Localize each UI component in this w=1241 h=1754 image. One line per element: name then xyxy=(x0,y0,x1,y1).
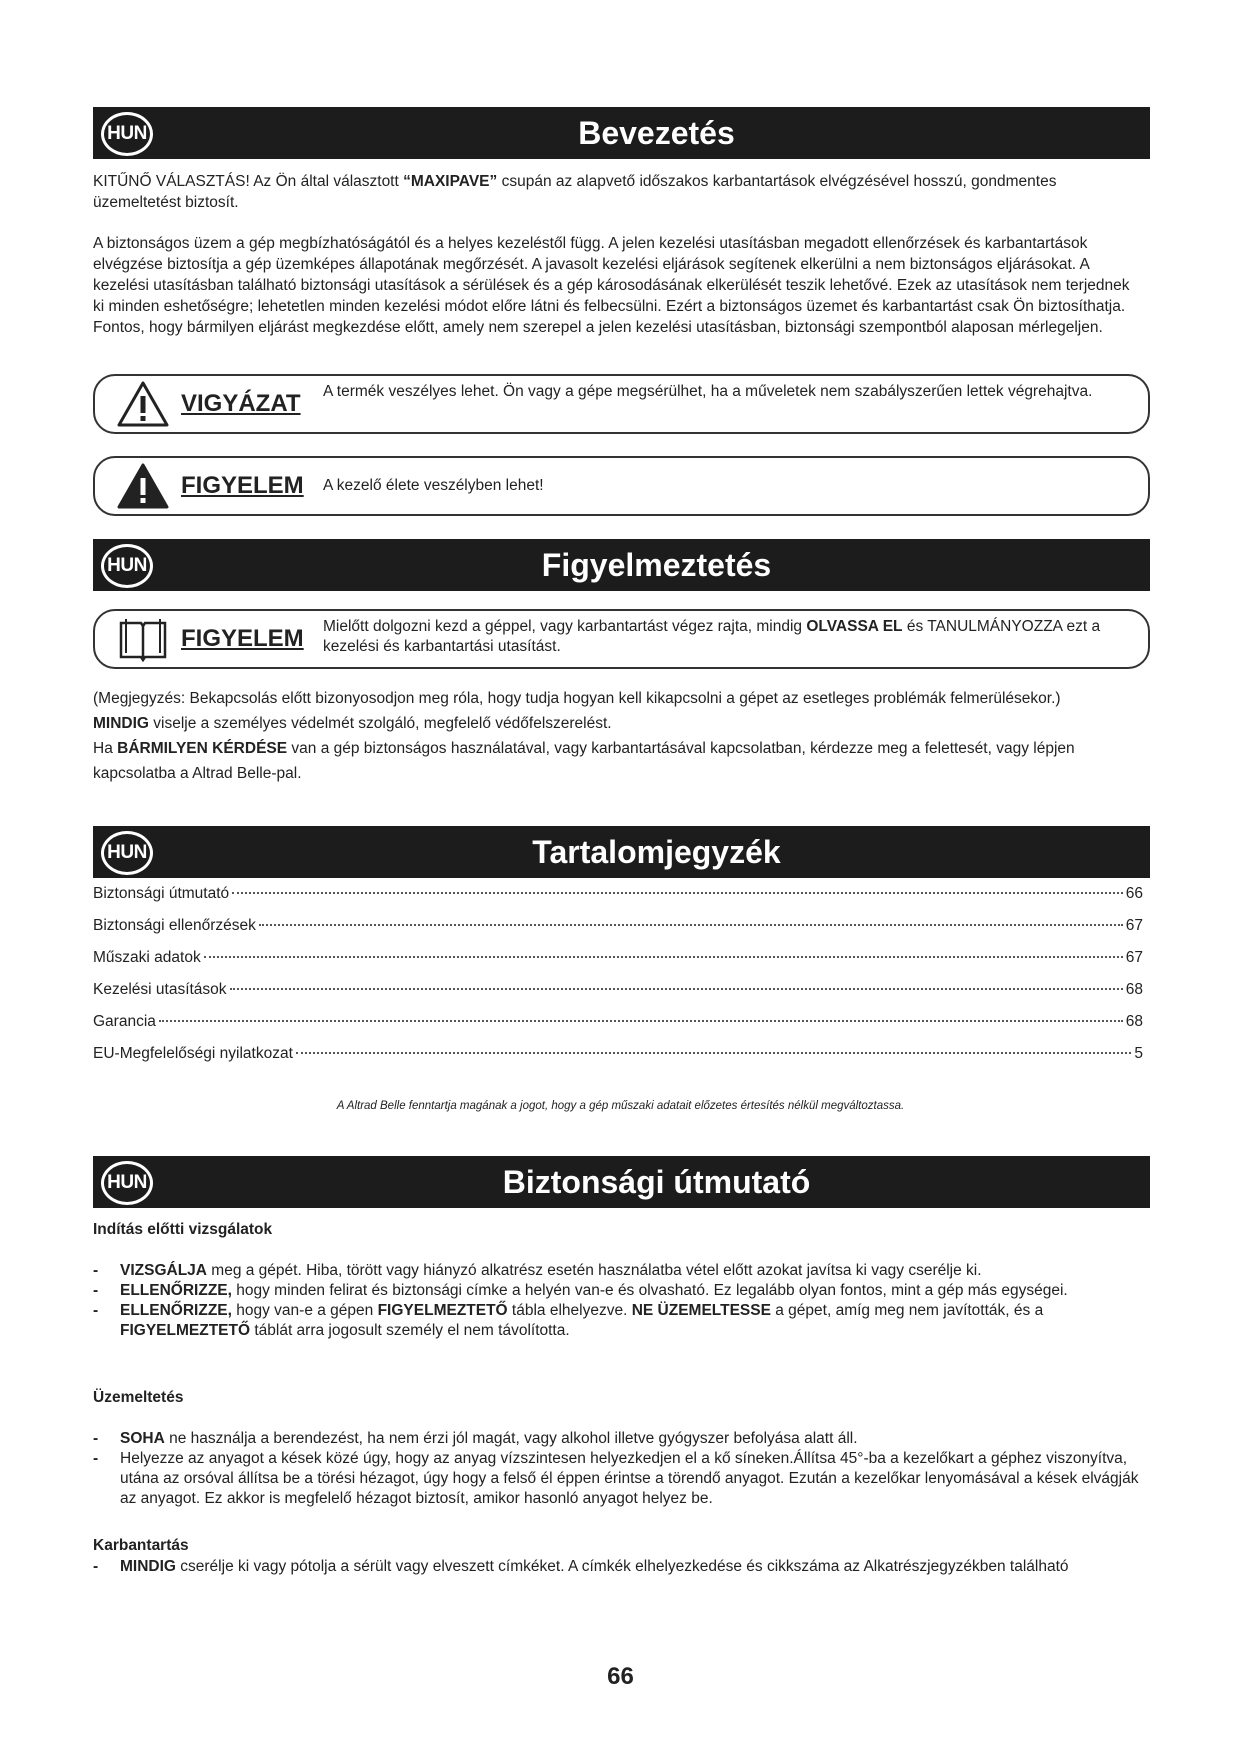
warning-text: A termék veszélyes lehet. Ön vagy a gépe megsérülhet, ha a műveletek nem szabályszerűen lettek végrehajtva. xyxy=(323,383,1093,400)
section-title: Tartalomjegyzék xyxy=(532,834,781,870)
toc-entry[interactable]: Műszaki adatok 67 xyxy=(93,949,1143,966)
warning-label: VIGYÁZAT xyxy=(181,390,301,417)
toc-entry[interactable]: EU-Megfelelőségi nyilatkozat 5 xyxy=(93,1045,1143,1062)
section-header-tartalomjegyzek xyxy=(93,826,1150,878)
manual-book-icon xyxy=(117,615,169,663)
warning-triangle-icon xyxy=(117,380,169,428)
hun-badge: HUN xyxy=(101,544,153,588)
read-manual-box xyxy=(93,609,1150,669)
read-manual-label: FIGYELEM xyxy=(181,625,304,652)
section-title: Bevezetés xyxy=(578,115,735,151)
questions-text: Ha BÁRMILYEN KÉRDÉSE van a gép biztonságos használatával, vagy karbantartásával kapcsolatban, kérdezze meg a felettesét, vagy lépjen kapcsolatba a Altrad Belle-pal. xyxy=(93,740,1075,782)
intro-paragraph-1: KITŰNŐ VÁLASZTÁS! Az Ön által választott “MAXIPAVE” csupán az alapvető időszakos karbantartások elvégzésével hosszú, gondmentes üzemeltetést biztosít. xyxy=(93,173,1057,211)
danger-text: A kezelő élete veszélyben lehet! xyxy=(323,477,544,494)
section-header-bevezetes xyxy=(93,107,1150,159)
hun-badge: HUN xyxy=(101,112,153,156)
page-number: 66 xyxy=(607,1663,634,1690)
toc-entry[interactable]: Kezelési utasítások 68 xyxy=(93,981,1143,998)
pre-start-checks-list xyxy=(93,1261,1143,1341)
warning-notes xyxy=(93,686,1143,786)
note-text: (Megjegyzés: Bekapcsolás előtt bizonyosodjon meg róla, hogy tudja hogyan kell kikapcsolni a gépet az esetleges problémák felmerülésekor.) xyxy=(93,690,1061,707)
subheading-maintenance: Karbantartás xyxy=(93,1537,189,1554)
subheading-operation: Üzemeltetés xyxy=(93,1389,184,1406)
intro-text xyxy=(93,171,1143,338)
list-item: - SOHA ne használja a berendezést, ha nem érzi jól magát, vagy alkohol illetve gyógyszer befolyása alatt áll. xyxy=(93,1429,1143,1449)
warning-box xyxy=(93,374,1150,434)
toc-entry[interactable]: Garancia 68 xyxy=(93,1013,1143,1030)
section-title: Figyelmeztetés xyxy=(541,547,772,583)
section-title: Biztonsági útmutató xyxy=(502,1164,811,1200)
toc-entry[interactable]: Biztonsági útmutató 66 xyxy=(93,885,1143,902)
subheading-pre-start-checks: Indítás előtti vizsgálatok xyxy=(93,1221,273,1238)
danger-triangle-icon xyxy=(117,462,169,510)
hun-badge: HUN xyxy=(101,831,153,875)
toc-entry[interactable]: Biztonsági ellenőrzések 67 xyxy=(93,917,1143,934)
list-item: - MINDIG cserélje ki vagy pótolja a sérült vagy elveszett címkéket. A címkék elhelyezkedése és cikkszáma az Alkatrészjegyzékben található xyxy=(93,1557,1143,1577)
section-header-figyelmeztetes xyxy=(93,539,1150,591)
disclaimer: A Altrad Belle fenntartja magának a jogot, hogy a gép műszaki adatait előzetes értesítés nélkül megváltoztassa. xyxy=(336,1100,905,1112)
maintenance-list xyxy=(93,1557,1143,1577)
read-manual-text: Mielőtt dolgozni kezd a géppel, vagy karbantartást végez rajta, mindig OLVASSA EL és TANULMÁNYOZZA ezt a kezelési és karbantartási utasítást. xyxy=(323,618,1101,655)
hun-badge: HUN xyxy=(101,1161,153,1205)
intro-paragraph-2: A biztonságos üzem a gép megbízhatóságától és a helyes kezeléstől függ. A jelen kezelési utasításban megadott ellenőrzések és karbantartások elvégzése biztosítja a gép üzemképes állapotának megőrzését. A javasolt kezelési eljárások segítenek elkerülni a nem biztonságos eljárásokat. A kezelési utasításban található biztonsági utasítások a sérülések és a gép károsodásának elkerülését teszik lehetővé. Ezek az utasítások nem terjednek ki minden eshetőségre; lehetetlen minden kezelési módot előre látni és felbecsülni. Ezért a biztonságos üzemet és karbantartást csak Ön biztosíthatja. Fontos, hogy bármilyen eljárást megkezdése előtt, amely nem szerepel a jelen kezelési utasításban, biztonsági szempontból alaposan mérlegeljen. xyxy=(93,235,1130,336)
danger-label: FIGYELEM xyxy=(181,472,304,499)
operation-list xyxy=(93,1429,1143,1509)
danger-box xyxy=(93,456,1150,516)
table-of-contents xyxy=(93,885,1143,1077)
section-header-biztonsagi-utmutato xyxy=(93,1156,1150,1208)
list-item: - ELLENŐRIZZE, hogy van-e a gépen FIGYELMEZTETŐ tábla elhelyezve. NE ÜZEMELTESSE a gépet, amíg meg nem javították, és a FIGYELMEZTETŐ táblát arra jogosult személy el nem távolította. xyxy=(93,1301,1143,1341)
list-item: - Helyezze az anyagot a kések közé úgy, hogy az anyag vízszintesen helyezkedjen el a kő síneken.Állítsa 45°-ba a kezelőkart a géphez viszonyítva, utána az orsóval állítsa be a törési hézagot, úgy hogy a felső él éppen érintse a törendő anyagot. Ezután a kezelőkar lenyomásával a kések elvágják az anyagot. Ez akkor is megfelelő hézagot biztosít, amikor hasonló anyagot helyez be. xyxy=(93,1449,1143,1509)
list-item: - VIZSGÁLJA meg a gépét. Hiba, törött vagy hiányzó alkatrész esetén használatba vétel előtt azokat javítsa ki vagy cserélje ki. xyxy=(93,1261,1143,1281)
always-wear-text: MINDIG viselje a személyes védelmét szolgáló, megfelelő védőfelszerelést. xyxy=(93,715,612,732)
list-item: - ELLENŐRIZZE, hogy minden felirat és biztonsági címke a helyén van-e és olvasható. Ez legalább olyan fontos, mint a gép más egységei. xyxy=(93,1281,1143,1301)
